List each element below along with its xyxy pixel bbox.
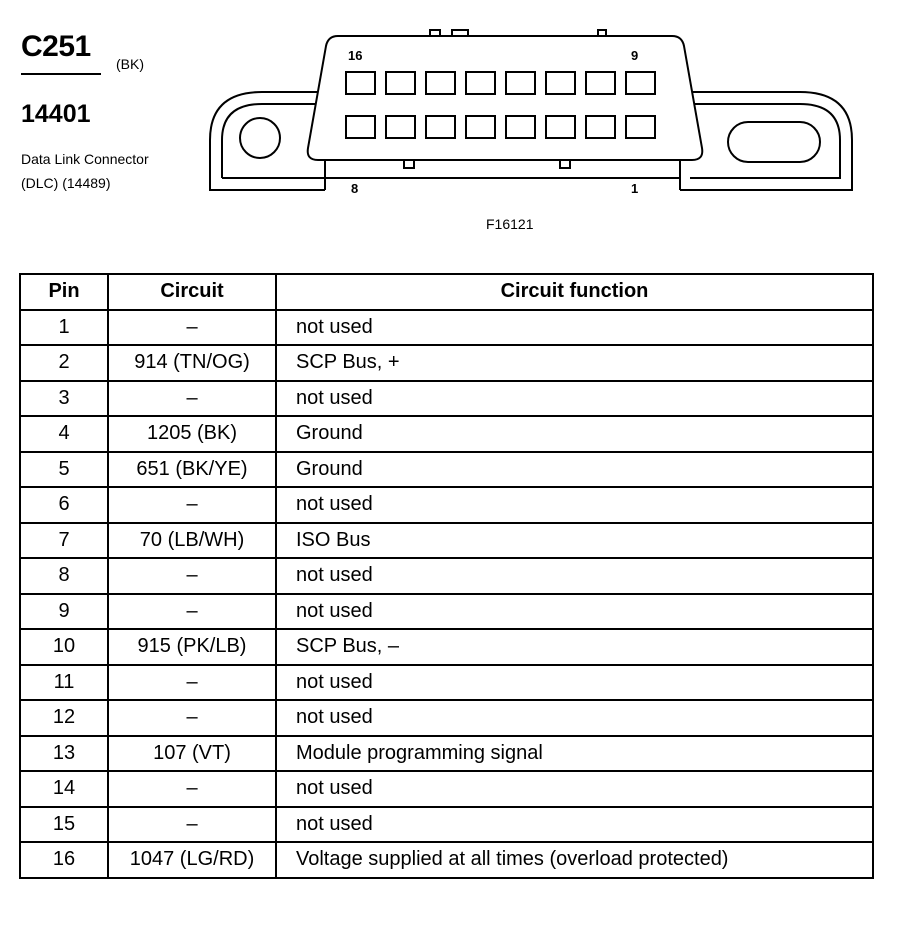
pin-cavity-4 bbox=[506, 116, 535, 138]
pin-cell: 3 bbox=[20, 381, 108, 417]
circuit-cell: 1047 (LG/RD) bbox=[108, 842, 276, 878]
function-cell: Voltage supplied at all times (overload protected) bbox=[276, 842, 873, 878]
mounting-hole-slot-icon bbox=[728, 122, 820, 162]
circuit-cell: 915 (PK/LB) bbox=[108, 629, 276, 665]
pin-cell: 4 bbox=[20, 416, 108, 452]
circuit-cell: – bbox=[108, 310, 276, 346]
circuit-cell: – bbox=[108, 700, 276, 736]
function-cell: ISO Bus bbox=[276, 523, 873, 559]
figure-code: F16121 bbox=[486, 216, 534, 232]
table-row bbox=[20, 594, 873, 630]
table-row bbox=[20, 558, 873, 594]
function-cell: Module programming signal bbox=[276, 736, 873, 772]
pin-cavity-14 bbox=[426, 72, 455, 94]
function-cell: not used bbox=[276, 381, 873, 417]
function-cell: not used bbox=[276, 558, 873, 594]
pin-cell: 2 bbox=[20, 345, 108, 381]
pin-cavity-5 bbox=[466, 116, 495, 138]
table-row bbox=[20, 700, 873, 736]
table-row bbox=[20, 807, 873, 843]
circuit-cell: 651 (BK/YE) bbox=[108, 452, 276, 488]
function-cell: SCP Bus, – bbox=[276, 629, 873, 665]
pin-cavity-16 bbox=[346, 72, 375, 94]
circuit-cell: – bbox=[108, 807, 276, 843]
connector-description-line1: Data Link Connector bbox=[21, 151, 149, 167]
pin-cell: 1 bbox=[20, 310, 108, 346]
pin-cavity-7 bbox=[386, 116, 415, 138]
pin-label-1: 1 bbox=[631, 181, 639, 196]
pin-cavity-11 bbox=[546, 72, 575, 94]
pin-cell: 12 bbox=[20, 700, 108, 736]
pin-cavity-10 bbox=[586, 72, 615, 94]
mounting-hole-round-icon bbox=[240, 118, 280, 158]
connector-description-line2: (DLC) (14489) bbox=[21, 175, 111, 191]
function-cell: SCP Bus, + bbox=[276, 345, 873, 381]
function-cell: not used bbox=[276, 700, 873, 736]
pin-cell: 16 bbox=[20, 842, 108, 878]
pin-cell: 9 bbox=[20, 594, 108, 630]
table-row bbox=[20, 771, 873, 807]
table-header-row bbox=[20, 274, 873, 310]
function-cell: Ground bbox=[276, 416, 873, 452]
pin-cavity-6 bbox=[426, 116, 455, 138]
pin-cavity-3 bbox=[546, 116, 575, 138]
pin-cell: 6 bbox=[20, 487, 108, 523]
function-cell: not used bbox=[276, 310, 873, 346]
pin-label-9: 9 bbox=[631, 48, 639, 63]
pinout-table bbox=[19, 273, 874, 879]
circuit-cell: – bbox=[108, 594, 276, 630]
circuit-cell: 70 (LB/WH) bbox=[108, 523, 276, 559]
table-row bbox=[20, 310, 873, 346]
function-cell: not used bbox=[276, 594, 873, 630]
pin-cavity-12 bbox=[506, 72, 535, 94]
pin-cell: 5 bbox=[20, 452, 108, 488]
circuit-cell: – bbox=[108, 487, 276, 523]
table-row bbox=[20, 629, 873, 665]
pin-cell: 13 bbox=[20, 736, 108, 772]
table-body bbox=[20, 310, 873, 878]
function-cell: not used bbox=[276, 807, 873, 843]
pin-cell: 7 bbox=[20, 523, 108, 559]
connector-housing-outline bbox=[308, 36, 703, 160]
function-cell: not used bbox=[276, 771, 873, 807]
circuit-cell: – bbox=[108, 665, 276, 701]
column-header-circuit-function: Circuit function bbox=[276, 274, 873, 310]
part-number: 14401 bbox=[21, 100, 91, 128]
pin-cavity-2 bbox=[586, 116, 615, 138]
table-row bbox=[20, 842, 873, 878]
table-row bbox=[20, 345, 873, 381]
table-row bbox=[20, 416, 873, 452]
pin-label-8: 8 bbox=[351, 181, 359, 196]
function-cell: not used bbox=[276, 665, 873, 701]
pin-cavity-8 bbox=[346, 116, 375, 138]
table-row bbox=[20, 381, 873, 417]
circuit-cell: 914 (TN/OG) bbox=[108, 345, 276, 381]
pin-cell: 15 bbox=[20, 807, 108, 843]
pin-label-16: 16 bbox=[348, 48, 363, 63]
table-row bbox=[20, 487, 873, 523]
connector-color: (BK) bbox=[116, 56, 144, 72]
pin-cavity-15 bbox=[386, 72, 415, 94]
connector-id: C251 bbox=[21, 30, 91, 63]
circuit-cell: 107 (VT) bbox=[108, 736, 276, 772]
pin-cell: 11 bbox=[20, 665, 108, 701]
pin-cell: 8 bbox=[20, 558, 108, 594]
dlc-connector-diagram bbox=[0, 0, 898, 260]
column-header-circuit: Circuit bbox=[108, 274, 276, 310]
table-row bbox=[20, 523, 873, 559]
pin-cavity-9 bbox=[626, 72, 655, 94]
column-header-pin: Pin bbox=[20, 274, 108, 310]
circuit-cell: – bbox=[108, 381, 276, 417]
circuit-cell: 1205 (BK) bbox=[108, 416, 276, 452]
circuit-cell: – bbox=[108, 558, 276, 594]
pin-cavity-13 bbox=[466, 72, 495, 94]
table-row bbox=[20, 665, 873, 701]
function-cell: Ground bbox=[276, 452, 873, 488]
circuit-cell: – bbox=[108, 771, 276, 807]
table-row bbox=[20, 736, 873, 772]
function-cell: not used bbox=[276, 487, 873, 523]
pin-cell: 14 bbox=[20, 771, 108, 807]
pin-cell: 10 bbox=[20, 629, 108, 665]
table-row bbox=[20, 452, 873, 488]
pin-cavity-1 bbox=[626, 116, 655, 138]
